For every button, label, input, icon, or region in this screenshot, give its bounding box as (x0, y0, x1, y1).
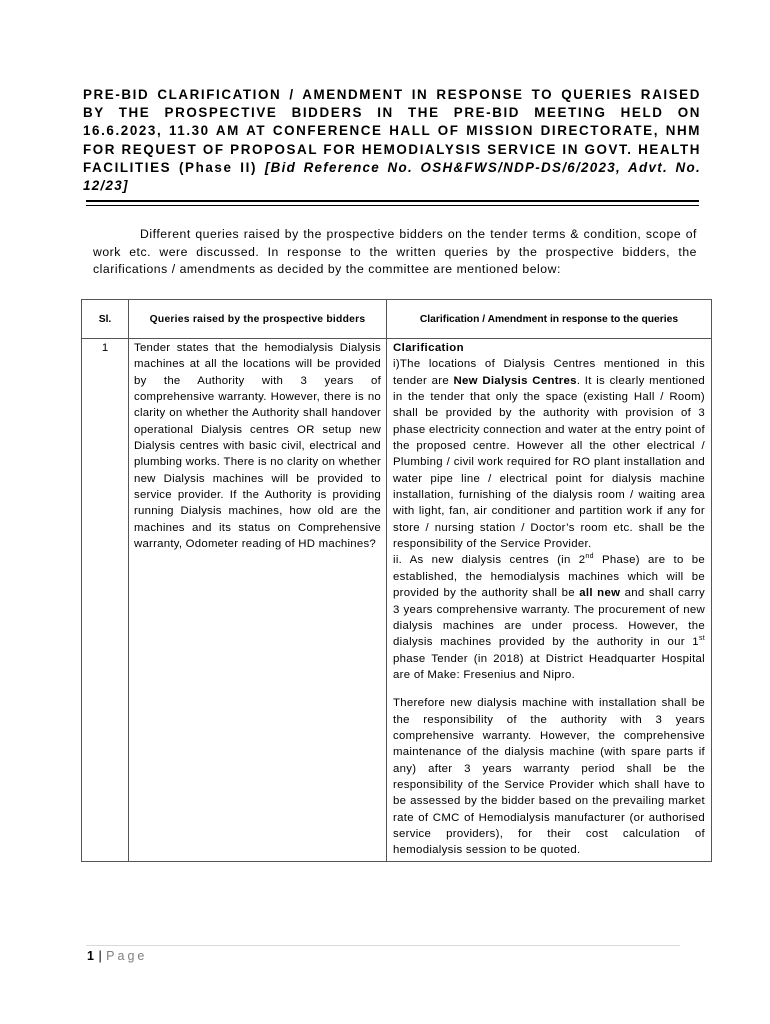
clarification-point-3: Therefore new dialysis machine with installation shall be the responsibility of the authority with 3 years comprehensive warranty. However, the comprehensive maintenance of the dialysis machine (with spare parts if any) after 3 years warranty period shall be the responsibility of the Service Provider which shall have to be assessed by the bidder based on the prevailing market rate of CMC of Hemodialysis manufacturer (or authorised service providers), for their cost calculation of hemodialysis session to be quoted. (393, 697, 705, 857)
header-sl: Sl. (82, 300, 129, 339)
title-main: PRE-BID CLARIFICATION / AMENDMENT IN RESPONSE TO QUERIES RAISED BY THE PROSPECTIVE BIDDERS IN THE PRE-BID MEETING HELD ON 16.6.2023, 11.30 AM AT CONFERENCE HALL OF MISSION DIRECTORATE, NHM FOR REQUEST OF PROPOSAL FOR HEMODIALYSIS SERVICE IN GOVT. HEALTH FACILITIES (Phase II) (83, 87, 701, 175)
header-query: Queries raised by the prospective bidders (129, 300, 387, 339)
clarification-point-2 (393, 552, 705, 683)
intro-paragraph: Different queries raised by the prospective bidders on the tender terms & condition, scope of work etc. were discussed. In response to the written queries by the prospective bidders, the clarifications / amendments as decided by the committee are mentioned below: (93, 227, 697, 277)
title-divider-thin (86, 205, 699, 206)
clarification-2-text-c: and shall carry 3 years comprehensive warranty. The procurement of new dialysis machines are under process. However, the dialysis machines provided by the authority in our 1 (393, 587, 705, 649)
ordinal-superscript: st (698, 635, 705, 643)
clarification-2-emphasis: all new (579, 587, 621, 600)
ordinal-superscript: nd (585, 553, 594, 561)
page-number: 1 (87, 949, 95, 963)
bid-reference: [Bid Reference No. OSH&FWS/NDP-DS/6/2023, Advt. No. 12/23] (83, 159, 701, 194)
page-footer (87, 949, 147, 963)
clarification-heading: Clarification (393, 342, 465, 354)
clarification-1-emphasis: New Dialysis Centres (453, 374, 577, 387)
table-header-row (82, 300, 712, 339)
table-row (82, 339, 712, 862)
footer-divider (86, 945, 680, 946)
clarification-1-text-b: . It is clearly mentioned in the tender that only the space (existing Hall / Room) shall be provided by the authority with provision of 3 phase electricity connection and water at the entry point of the proposed centre. However all the other electrical / Plumbing / civil work required for RO plant installation and water pipe line / electrical point for dialysis machine installation, furnishing of the dialysis room / waiting area with light, fan, air conditioner and partition work if any for store / nursing station / Doctor’s room etc. shall be the responsibility of the Service Provider. (393, 374, 705, 551)
clarification-point-1 (393, 356, 705, 552)
clarification-2-text-b: Phase) are to be established, the hemodialysis machines which will be provided by the authority shall be (393, 554, 705, 600)
queries-table (81, 299, 712, 862)
row-query: Tender states that the hemodialysis Dialysis machines at all the locations will be provided by the Authority with 3 years of comprehensive warranty. However, there is no clarity on whether the Authority shall handover operational Dialysis centres OR setup new Dialysis centres with basic civil, electrical and plumbing works. There is no clarity on whether new Dialysis machines will be provided to service provider. If the Authority is providing running Dialysis machines, how old are the machines and its status on Comprehensive warranty, Odometer reading of HD machines? (129, 339, 387, 862)
header-clarification: Clarification / Amendment in response to the queries (387, 300, 712, 339)
title-divider-thick (86, 200, 699, 202)
clarification-2-text-a: ii. As new dialysis centres (in 2 (393, 554, 586, 567)
page-label: Page (106, 949, 148, 963)
clarification-2-text-d: phase Tender (in 2018) at District Headquarter Hospital are of Make: Fresenius and Nipro. (393, 652, 705, 681)
footer-separator: | (98, 949, 103, 963)
row-sl: 1 (82, 339, 129, 862)
document-title (83, 86, 701, 195)
clarification-1-text-a: i)The locations of Dialysis Centres mentioned in this tender are (393, 358, 705, 387)
paragraph-gap (393, 683, 705, 695)
row-clarification (387, 339, 712, 862)
